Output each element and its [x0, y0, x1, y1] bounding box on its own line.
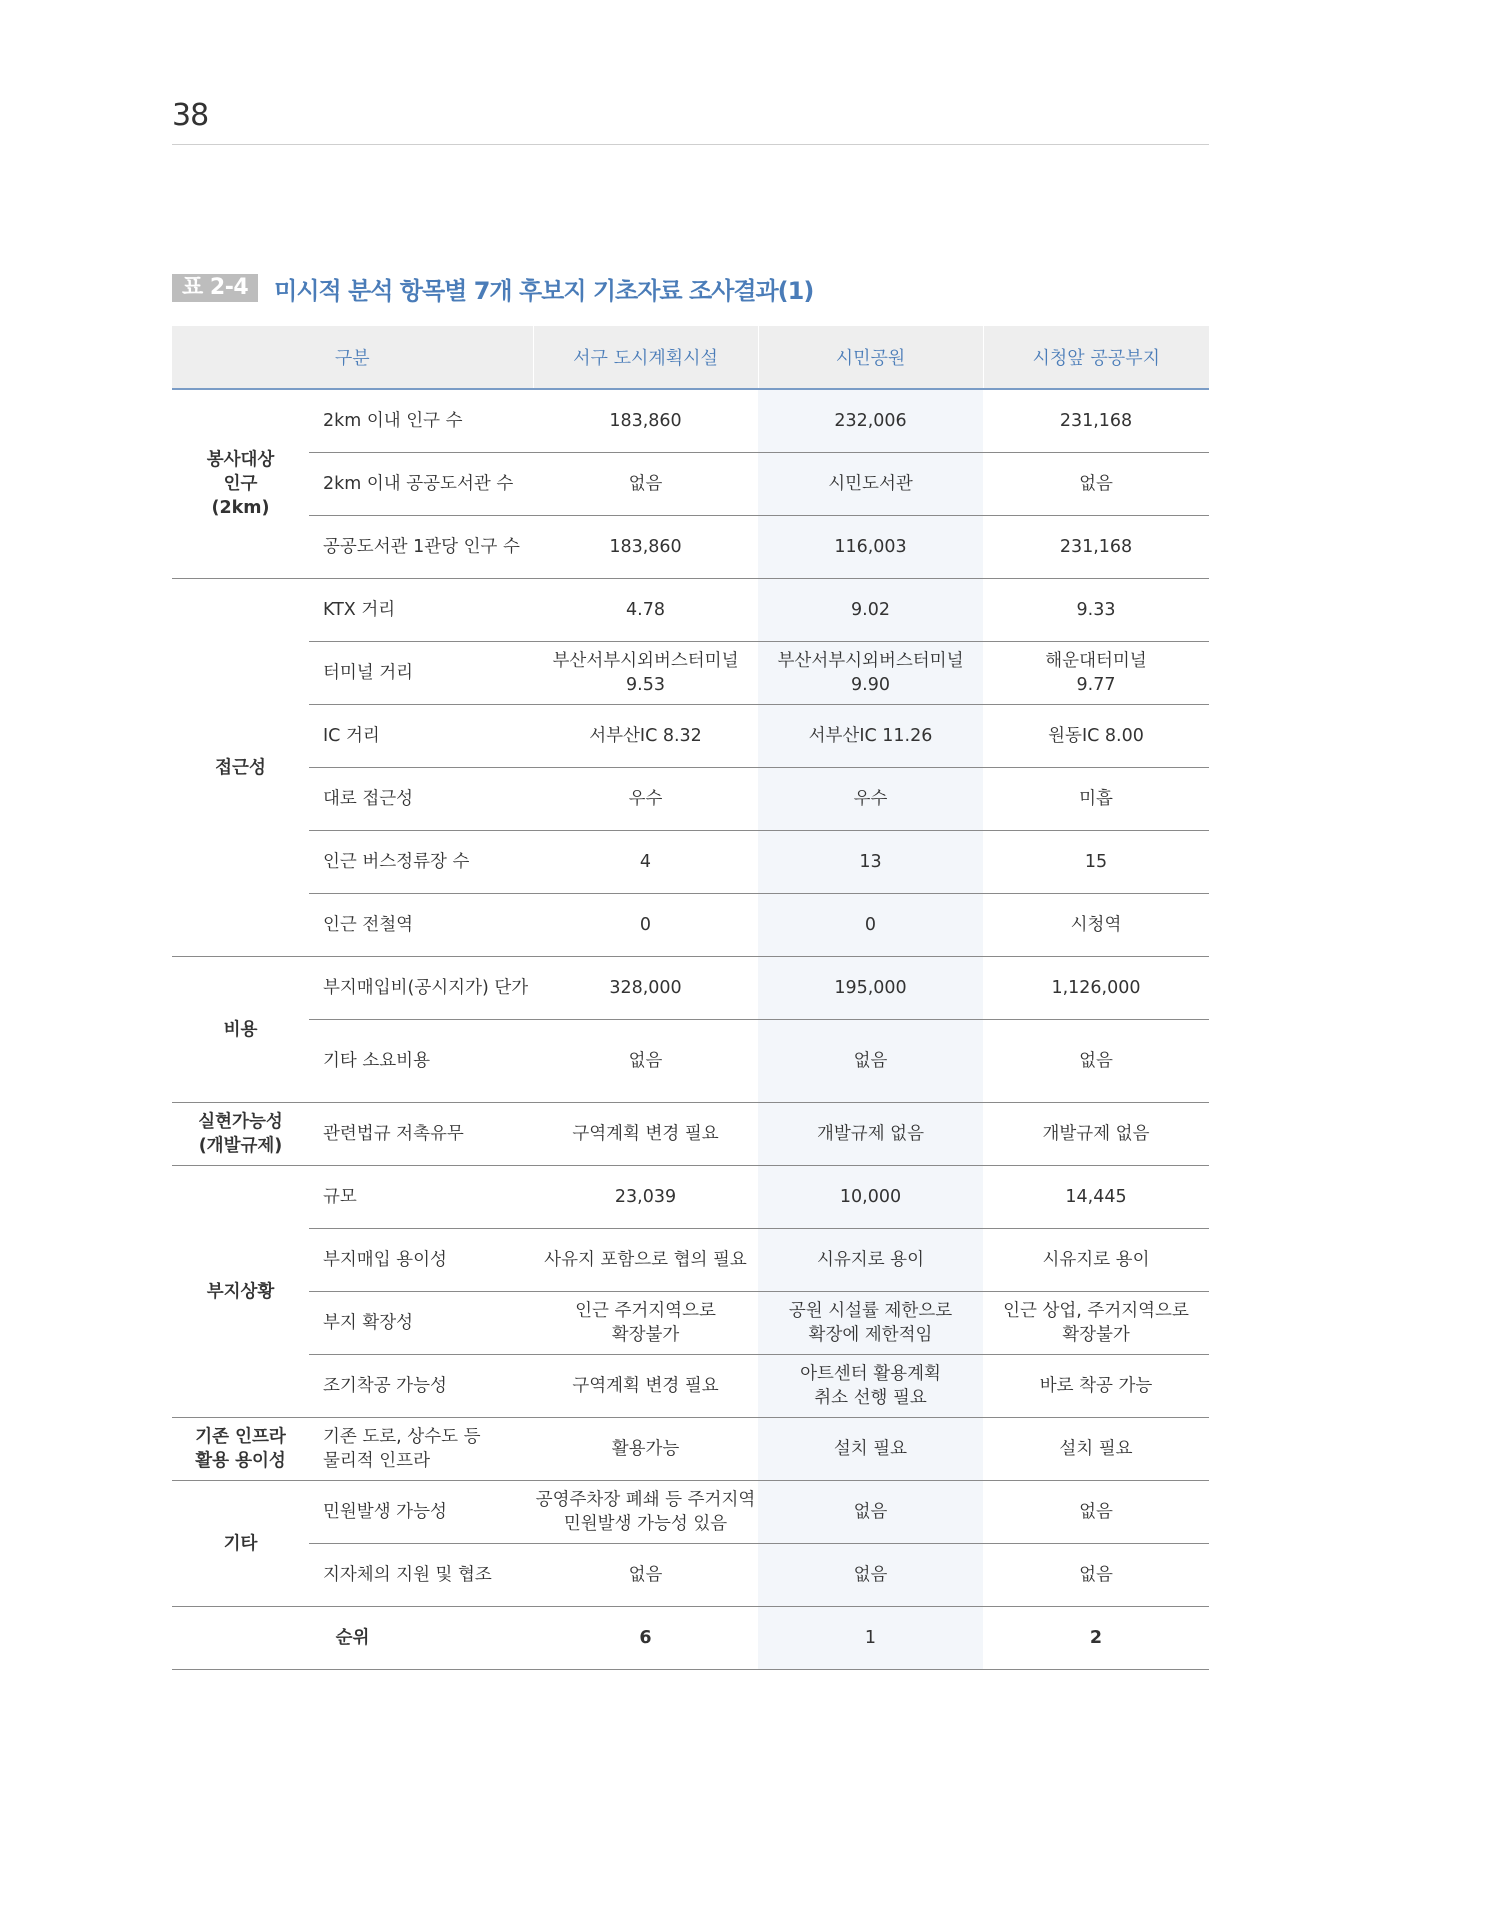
table-row	[172, 831, 1209, 894]
cell-value: 없음	[983, 1020, 1209, 1103]
table-row	[172, 1103, 1209, 1166]
cell-value: 사유지 포함으로 협의 필요	[533, 1229, 758, 1292]
row-label: 인근 전철역	[309, 894, 533, 957]
row-label: 2km 이내 인구 수	[309, 389, 533, 453]
table-row	[172, 1481, 1209, 1544]
header-site-citizen-park: 시민공원	[758, 326, 983, 389]
cell-value: 328,000	[533, 957, 758, 1020]
cell-value: 개발규제 없음	[983, 1103, 1209, 1166]
table-row	[172, 642, 1209, 705]
cell-value: 15	[983, 831, 1209, 894]
cell-value: 14,445	[983, 1166, 1209, 1229]
cell-value: 183,860	[533, 516, 758, 579]
header-category: 구분	[172, 326, 533, 389]
rank-value: 6	[533, 1607, 758, 1670]
row-label: 지자체의 지원 및 협조	[309, 1544, 533, 1607]
site-comparison-table	[172, 326, 1209, 1670]
table-row	[172, 1166, 1209, 1229]
category-feasibility: 실현가능성 (개발규제)	[172, 1103, 309, 1166]
cell-value: 공원 시설률 제한으로 확장에 제한적임	[758, 1292, 983, 1355]
table-row	[172, 705, 1209, 768]
row-label: 민원발생 가능성	[309, 1481, 533, 1544]
row-label: 공공도서관 1관당 인구 수	[309, 516, 533, 579]
row-label: 기타 소요비용	[309, 1020, 533, 1103]
table-row	[172, 957, 1209, 1020]
row-label: 부지 확장성	[309, 1292, 533, 1355]
cell-value: 없음	[758, 1481, 983, 1544]
cell-value: 부산서부시외버스터미널 9.53	[533, 642, 758, 705]
cell-value: 10,000	[758, 1166, 983, 1229]
table-row	[172, 1418, 1209, 1481]
cell-value: 구역계획 변경 필요	[533, 1355, 758, 1418]
cell-value: 0	[758, 894, 983, 957]
table-number-badge: 표 2-4	[172, 274, 258, 302]
header-site-seogu: 서구 도시계획시설	[533, 326, 758, 389]
cell-value: 183,860	[533, 389, 758, 453]
cell-value: 232,006	[758, 389, 983, 453]
cell-value: 없음	[983, 453, 1209, 516]
cell-value: 우수	[533, 768, 758, 831]
rank-label: 순위	[172, 1607, 533, 1670]
category-access: 접근성	[172, 579, 309, 957]
cell-value: 서부산IC 8.32	[533, 705, 758, 768]
cell-value: 없음	[533, 1544, 758, 1607]
table-header-row	[172, 326, 1209, 389]
cell-value: 설치 필요	[983, 1418, 1209, 1481]
cell-value: 설치 필요	[758, 1418, 983, 1481]
cell-value: 없음	[758, 1020, 983, 1103]
cell-value: 해운대터미널 9.77	[983, 642, 1209, 705]
cell-value: 23,039	[533, 1166, 758, 1229]
cell-value: 시청역	[983, 894, 1209, 957]
row-label: 규모	[309, 1166, 533, 1229]
table-row	[172, 894, 1209, 957]
cell-value: 시민도서관	[758, 453, 983, 516]
cell-value: 9.02	[758, 579, 983, 642]
table-row	[172, 768, 1209, 831]
row-label: KTX 거리	[309, 579, 533, 642]
cell-value: 서부산IC 11.26	[758, 705, 983, 768]
table-title: 미시적 분석 항목별 7개 후보지 기초자료 조사결과(1)	[274, 276, 814, 305]
cell-value: 원동IC 8.00	[983, 705, 1209, 768]
category-site: 부지상황	[172, 1166, 309, 1418]
row-label: 터미널 거리	[309, 642, 533, 705]
row-label: 2km 이내 공공도서관 수	[309, 453, 533, 516]
row-label: IC 거리	[309, 705, 533, 768]
cell-value: 4	[533, 831, 758, 894]
row-label: 부지매입비(공시지가) 단가	[309, 957, 533, 1020]
rank-value: 2	[983, 1607, 1209, 1670]
page-number: 38	[172, 98, 209, 133]
table-row	[172, 1020, 1209, 1103]
rank-value: 1	[758, 1607, 983, 1670]
header-site-city-hall: 시청앞 공공부지	[983, 326, 1209, 389]
cell-value: 시유지로 용이	[983, 1229, 1209, 1292]
cell-value: 우수	[758, 768, 983, 831]
table-row	[172, 1355, 1209, 1418]
table-row	[172, 389, 1209, 453]
cell-value: 구역계획 변경 필요	[533, 1103, 758, 1166]
row-label: 부지매입 용이성	[309, 1229, 533, 1292]
cell-value: 없음	[983, 1544, 1209, 1607]
table-row	[172, 579, 1209, 642]
cell-value: 아트센터 활용계획 취소 선행 필요	[758, 1355, 983, 1418]
cell-value: 없음	[983, 1481, 1209, 1544]
category-infra: 기존 인프라 활용 용이성	[172, 1418, 309, 1481]
cell-value: 9.33	[983, 579, 1209, 642]
cell-value: 인근 상업, 주거지역으로 확장불가	[983, 1292, 1209, 1355]
table-row	[172, 516, 1209, 579]
row-label: 조기착공 가능성	[309, 1355, 533, 1418]
cell-value: 부산서부시외버스터미널 9.90	[758, 642, 983, 705]
cell-value: 미흡	[983, 768, 1209, 831]
cell-value: 없음	[533, 1020, 758, 1103]
cell-value: 13	[758, 831, 983, 894]
cell-value: 시유지로 용이	[758, 1229, 983, 1292]
cell-value: 없음	[533, 453, 758, 516]
cell-value: 인근 주거지역으로 확장불가	[533, 1292, 758, 1355]
cell-value: 231,168	[983, 389, 1209, 453]
row-label: 대로 접근성	[309, 768, 533, 831]
table-row	[172, 453, 1209, 516]
cell-value: 195,000	[758, 957, 983, 1020]
row-label: 인근 버스정류장 수	[309, 831, 533, 894]
cell-value: 활용가능	[533, 1418, 758, 1481]
row-label: 관련법규 저촉유무	[309, 1103, 533, 1166]
cell-value: 1,126,000	[983, 957, 1209, 1020]
cell-value: 4.78	[533, 579, 758, 642]
table-row	[172, 1292, 1209, 1355]
category-cost: 비용	[172, 957, 309, 1103]
cell-value: 없음	[758, 1544, 983, 1607]
cell-value: 116,003	[758, 516, 983, 579]
rank-row	[172, 1607, 1209, 1670]
row-label: 기존 도로, 상수도 등 물리적 인프라	[309, 1418, 533, 1481]
header-divider	[172, 144, 1209, 145]
cell-value: 0	[533, 894, 758, 957]
cell-value: 개발규제 없음	[758, 1103, 983, 1166]
category-population: 봉사대상 인구 (2km)	[172, 389, 309, 579]
table-row	[172, 1229, 1209, 1292]
cell-value: 231,168	[983, 516, 1209, 579]
cell-value: 공영주차장 폐쇄 등 주거지역 민원발생 가능성 있음	[533, 1481, 758, 1544]
table-caption	[172, 274, 814, 305]
cell-value: 바로 착공 가능	[983, 1355, 1209, 1418]
table-row	[172, 1544, 1209, 1607]
category-etc: 기타	[172, 1481, 309, 1607]
